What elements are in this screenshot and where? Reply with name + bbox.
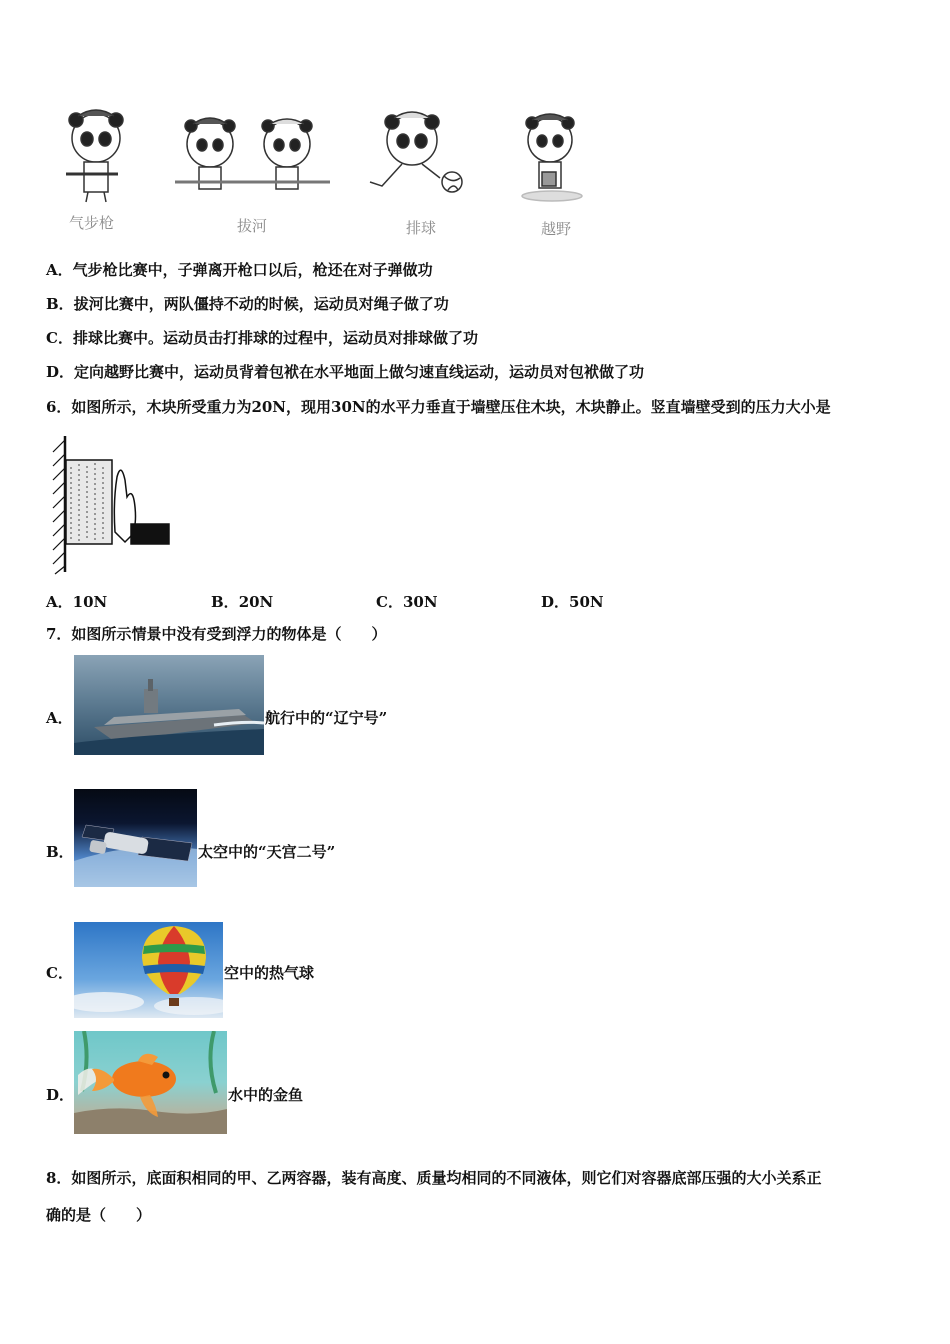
caption-volleyball: 排球	[406, 219, 437, 237]
option-letter: D．	[46, 363, 75, 381]
q5-option-c	[46, 328, 478, 348]
q6-option-b	[211, 591, 273, 612]
q7-stem: 7．如图所示情景中没有受到浮力的物体是（ ）	[46, 625, 387, 643]
panda-volleyball-illustration	[362, 106, 472, 206]
goldfish-photo	[74, 1031, 227, 1134]
q6-stem: 6．如图所示，木块所受重力为20N，现用30N的水平力垂直于墙壁压住木块，木块静止。竖直墙壁受到的压力大小是	[46, 398, 831, 416]
option-text: 拔河比赛中，两队僵持不动的时候，运动员对绳子做了功	[73, 295, 449, 313]
q7-option-d-letter: D．	[46, 1086, 75, 1104]
option-letter: C．	[376, 593, 403, 611]
option-letter: B．	[46, 295, 74, 313]
panda-tug-of-war-illustration	[175, 114, 335, 199]
q6-option-a	[46, 591, 107, 612]
hot-air-balloon-photo	[74, 922, 223, 1018]
q7-option-c-text: 空中的热气球	[224, 964, 315, 982]
q7-option-a-text: 航行中的“辽宁号”	[265, 709, 388, 727]
q7-option-b-letter: B．	[46, 843, 74, 861]
q7-option-d-text: 水中的金鱼	[228, 1086, 304, 1104]
sports-cartoon-figure	[50, 100, 610, 245]
panda-air-rifle-illustration	[56, 106, 146, 206]
panda-orienteering-illustration	[512, 110, 592, 205]
option-letter: D．	[541, 593, 570, 611]
option-text: 10N	[72, 593, 108, 611]
option-text: 30N	[402, 593, 438, 611]
q8-stem-line-2: 确的是（ ）	[46, 1206, 152, 1224]
q7-option-b-text: 太空中的“天宫二号”	[198, 843, 336, 861]
q8-stem-line-1: 8．如图所示，底面积相同的甲、乙两容器，装有高度、质量均相同的不同液体，则它们对容器底部压强的大小关系正	[46, 1169, 822, 1187]
option-letter: B．	[211, 593, 239, 611]
option-text: 排球比赛中。运动员击打排球的过程中，运动员对排球做了功	[72, 329, 478, 347]
option-text: 气步枪比赛中，子弹离开枪口以后，枪还在对子弹做功	[72, 261, 433, 279]
caption-air-rifle: 气步枪	[69, 214, 115, 232]
caption-orienteering: 越野	[541, 220, 572, 238]
q6-option-c	[376, 591, 438, 612]
option-letter: A．	[46, 593, 73, 611]
option-letter: C．	[46, 329, 73, 347]
q6-option-d	[541, 591, 604, 612]
aircraft-carrier-photo	[74, 655, 264, 755]
wall-block-hand-diagram	[45, 432, 175, 577]
q5-option-b	[46, 294, 449, 314]
option-text: 定向越野比赛中，运动员背着包袱在水平地面上做匀速直线运动，运动员对包袱做了功	[74, 363, 645, 381]
q5-option-d	[46, 362, 644, 382]
caption-tug-of-war: 拔河	[237, 217, 268, 235]
space-station-photo	[74, 789, 197, 887]
q5-option-a	[46, 260, 433, 280]
option-text: 20N	[238, 593, 274, 611]
q7-option-c-letter: C．	[46, 964, 73, 982]
q7-option-a-letter: A．	[46, 709, 73, 727]
option-text: 50N	[569, 593, 604, 611]
option-letter: A．	[46, 261, 73, 279]
